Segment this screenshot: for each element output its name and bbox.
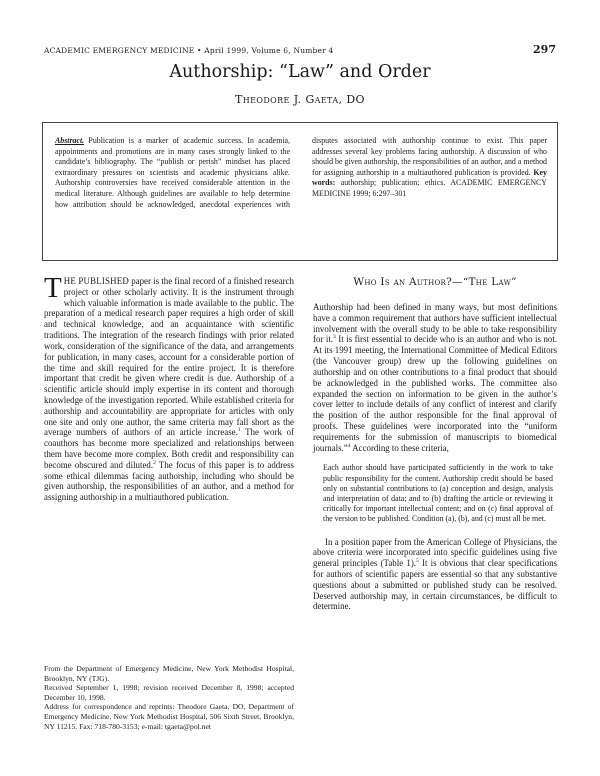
right-column: [313, 302, 557, 772]
section-paragraph-1: [313, 302, 557, 453]
article-title: Authorship: “Law” and Order: [169, 62, 431, 82]
section-heading: Who Is an Author?—“The Law”: [353, 276, 517, 288]
left-column: [44, 272, 294, 646]
page-number: 297: [533, 43, 556, 56]
intro-paragraph-part3: The focus of this paper is to address some ethical dilemmas facing authorship, including who should be given authorship, the responsibilities of an author, and a method for assigning authorship in a multiauthored publication.: [44, 459, 294, 503]
drop-cap: T: [44, 272, 62, 304]
abstract-label: Abstract.: [55, 136, 85, 145]
section-p2-part2: It is obvious that clear specifications for authors of scientific papers are essential so that any substantive questions about a submitted or published study can be resolved. Deserved authorship may, in certain circumstances, be difficult to determine.: [313, 558, 557, 612]
keywords-text: authorship; publication; ethics. ACADEMIC EMERGENCY MEDICINE 1999; 6:297–301: [312, 178, 547, 198]
ref-2: 2: [153, 459, 156, 466]
abstract-body: Publication is a marker of academic success. In academia, appointments and promotions are in many cases strongly linked to the candidate’s bibliography. The “publish or perish” mindset has placed extraordinary pressures on scientists and academic physicians alike. Authorship controversies have received considerable attention in the medical literature. Although guidelines are available to help determine how attribution should be acknowledged, anecdotal experiences with disputes associated with authorship continue to exist. This paper addresses several key problems facing authorship. A discussion of who should be given authorship, the responsibilities of an author, and a method for assigning authorship in a multiauthored publication is provided.: [55, 136, 547, 209]
footnote-affiliation: From the Department of Emergency Medicine, New York Methodist Hospital, Brooklyn, NY (TJG).: [44, 664, 294, 683]
article-author: Theodore J. Gaeta, DO: [235, 93, 365, 106]
ref-1: 1: [237, 427, 241, 434]
ref-5: 5: [416, 558, 419, 565]
running-header: [44, 44, 556, 58]
lead-in-caps: HE PUBLISHED: [63, 276, 129, 286]
section-p1-part1: Authorship had been defined in many ways, but most definitions have a common requirement that authors have sufficient intellectual involvement with the overall study to be able to take responsibility for it.: [313, 302, 557, 345]
section-p1-part2: It is first essential to decide who is an author and who is not. At its 1991 meeting, the International Committee of Medical Editors (the Vancouver group) drew up the following guidelines on authorship and on other contributions to a final product that should be acknowledged in the published works. The committee also expanded the section on information to be given in the author’s cover letter to include details of any conflict of interest and clarify the position of the author responsible for the final approval of proofs. These guidelines were incorporated into the “uniform requirements for the submission of manuscripts to biomedical journals.”: [313, 334, 558, 453]
abstract-text: [55, 136, 547, 254]
running-head-text: ACADEMIC EMERGENCY MEDICINE • April 1999, Volume 6, Number 4: [44, 46, 334, 55]
footnotes: [44, 664, 294, 731]
section-p1-part3: According to these criteria,: [350, 442, 449, 453]
footnote-correspondence: Address for correspondence and reprints: Theodore Gaeta, DO, Department of Emergency Medicine, New York Methodist Hospital, 506 Sixth Street, Brooklyn, NY 11215. Fax: 718-780-3153; e-mail: tgaeta@pol.net: [44, 702, 294, 731]
abstract-box: [42, 122, 558, 261]
intro-paragraph-part1: paper is the final record of a finished research project or other scholarly activity. It is the instrument through which valuable information is made available to the public. The preparation of a medical research paper requires a high order of skill and technical knowledge, and an acquaintance with scientific traditions. The integration of the research findings with prior related work, consideration of the significance of the data, and arrangements for publication, in many cases, account for a considerable portion of the time and skill required for the entire project. It is therefore important that credit be given where credit is due. Authorship of a scientific article should imply expertise in its content and thorough knowledge of the investigation reported. While established criteria for authorship and accountability are appropriate for articles with only one site and only one author, the same criteria may fall short as the average numbers of authors of an article increase.: [44, 276, 294, 438]
section-paragraph-2: [313, 537, 557, 613]
keywords-label: Key words:: [312, 167, 547, 188]
footnote-received: Received September 1, 1998; revision received December 8, 1998; accepted December 10, 1998.: [44, 683, 294, 702]
ref-3: 3: [333, 334, 336, 341]
section-p2-part1: In a position paper from the American College of Physicians, the above criteria were incorporated into specific guidelines using five general principles (Table 1).: [313, 536, 557, 569]
intro-paragraph-part2: The work of coauthors has become more specialized and relationships between them have become more complex. Both credit and responsibility can become obscured and diluted.: [44, 427, 294, 470]
criteria-quote: Each author should have participated sufficiently in the work to take public responsibility for the content. Authorship credit should be based only on substantial contributions to (a) conception and design, analysis and interpretation of data; and to (b) drafting the article or reviewing it critically for important intellectual content; and on (c) final approval of the version to be published. Condition (a), (b), and (c) must all be met.: [323, 463, 553, 524]
ref-4: 4: [347, 442, 351, 449]
